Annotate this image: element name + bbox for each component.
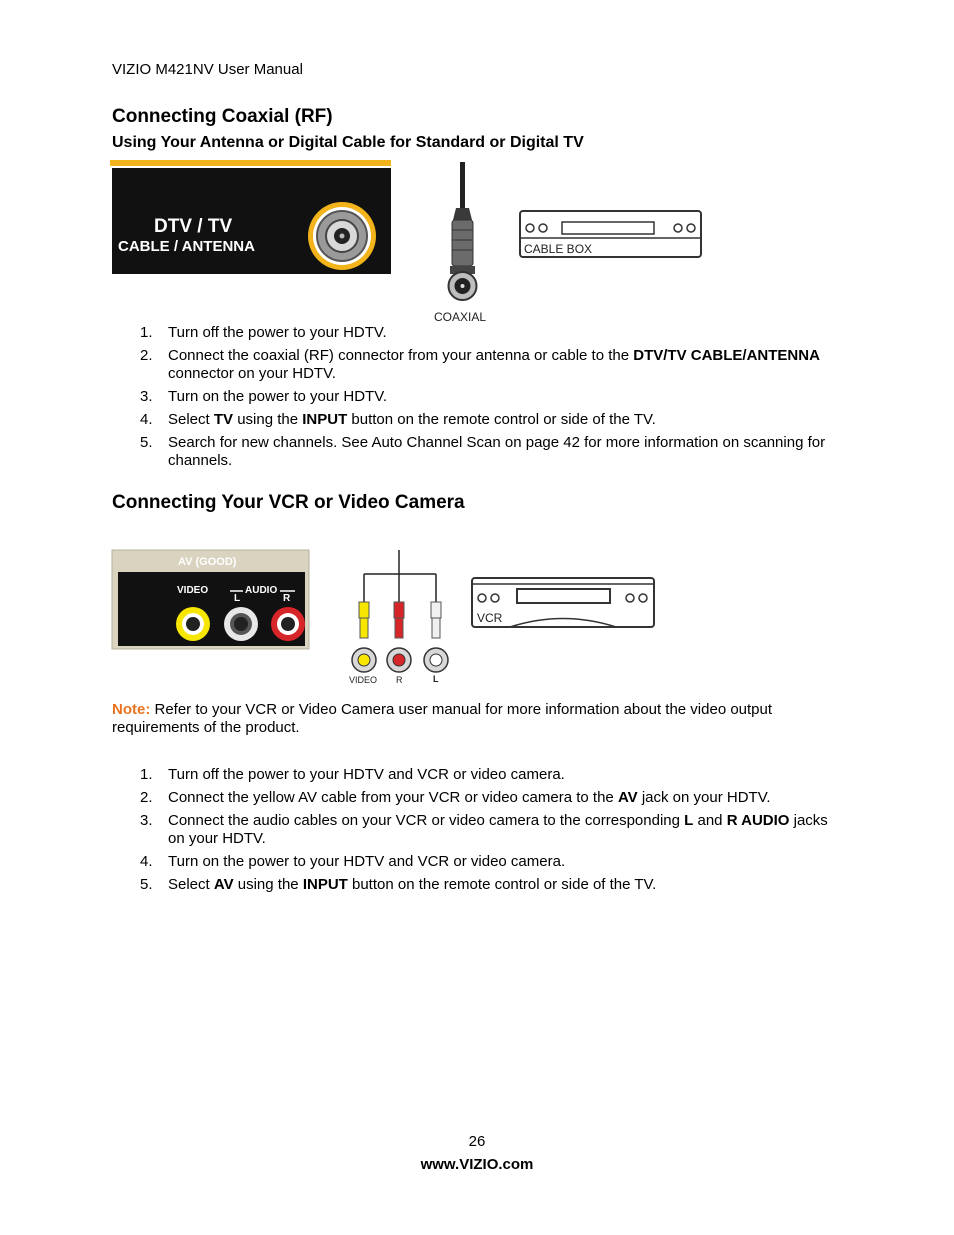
text-run: connector on your HDTV. bbox=[168, 365, 336, 382]
list-item-text bbox=[168, 324, 842, 342]
text-run: Connect the audio cables on your VCR or video camera to the corresponding bbox=[168, 812, 685, 829]
list-item bbox=[112, 411, 842, 429]
list-item-text bbox=[168, 434, 842, 470]
text-run: Connect the yellow AV cable from your VCR or video camera to the bbox=[168, 789, 618, 806]
audio-left-jack-icon bbox=[224, 607, 258, 641]
list-item-number: 1. bbox=[140, 324, 153, 341]
bold-term: DTV/TV CABLE/ANTENNA bbox=[633, 347, 820, 364]
video-jack-icon bbox=[176, 607, 210, 641]
bold-term: R AUDIO bbox=[726, 812, 790, 829]
list-item bbox=[112, 434, 842, 470]
text-run: Select bbox=[168, 876, 214, 893]
av-jack-panel bbox=[112, 550, 309, 649]
audio-left-plug-icon bbox=[424, 602, 448, 672]
panel-label-dtv-tv: DTV / TV bbox=[154, 216, 233, 237]
coaxial-connection-figure bbox=[110, 158, 710, 326]
list-item bbox=[112, 876, 842, 894]
text-run: using the bbox=[233, 411, 303, 428]
list-item-number: 2. bbox=[140, 789, 153, 806]
text-run: button on the remote control or side of the TV. bbox=[347, 876, 657, 893]
list-item-text bbox=[168, 789, 842, 807]
cable-box-label: CABLE BOX bbox=[524, 242, 593, 256]
audio-right-plug-icon bbox=[387, 602, 411, 672]
list-item-text bbox=[168, 411, 842, 429]
list-item-number: 2. bbox=[140, 347, 153, 364]
text-run: button on the remote control or side of the TV. bbox=[347, 411, 656, 428]
list-item-number: 4. bbox=[140, 411, 153, 428]
text-run: using the bbox=[233, 876, 303, 893]
vcr-label: VCR bbox=[477, 611, 503, 625]
list-item bbox=[112, 388, 842, 406]
bold-term: AV bbox=[213, 876, 234, 893]
text-run: jack on your HDTV. bbox=[637, 789, 771, 806]
bold-term: AV bbox=[617, 789, 638, 806]
plug-label-video: VIDEO bbox=[349, 675, 378, 685]
section-title-vcr: Connecting Your VCR or Video Camera bbox=[112, 492, 465, 513]
list-item bbox=[112, 766, 842, 784]
list-item-text bbox=[168, 853, 842, 871]
av-label-l: L bbox=[234, 593, 241, 604]
list-item-number: 5. bbox=[140, 876, 153, 893]
section-subtitle-coaxial: Using Your Antenna or Digital Cable for Standard or Digital TV bbox=[112, 134, 584, 151]
vcr-note bbox=[112, 701, 832, 737]
text-run: Turn off the power to your HDTV. bbox=[168, 324, 387, 341]
plug-label-r: R bbox=[396, 675, 403, 685]
panel-label-cable-antenna: CABLE / ANTENNA bbox=[118, 238, 255, 255]
running-header: VIZIO M421NV User Manual bbox=[112, 61, 303, 78]
list-item-text bbox=[168, 876, 842, 894]
text-run: Select bbox=[168, 411, 214, 428]
coaxial-jack-icon bbox=[308, 202, 376, 270]
text-run: and bbox=[693, 812, 727, 829]
list-item bbox=[112, 347, 842, 383]
list-item-text bbox=[168, 347, 842, 383]
list-item-number: 5. bbox=[140, 434, 153, 451]
av-panel-title: AV (GOOD) bbox=[178, 556, 237, 568]
list-item-text bbox=[168, 766, 842, 784]
bold-term: L bbox=[684, 812, 694, 829]
av-label-audio: AUDIO bbox=[245, 585, 278, 596]
list-item-number: 4. bbox=[140, 853, 153, 870]
list-item-text bbox=[168, 388, 842, 406]
coaxial-connector-label: COAXIAL bbox=[434, 310, 487, 324]
vcr-icon bbox=[472, 578, 654, 627]
text-run: Turn on the power to your HDTV and VCR or video camera. bbox=[168, 853, 566, 870]
coaxial-steps-list bbox=[112, 324, 842, 475]
list-item bbox=[112, 789, 842, 807]
cable-box-icon bbox=[520, 211, 701, 257]
av-label-video: VIDEO bbox=[177, 585, 209, 596]
text-run: Turn on the power to your HDTV. bbox=[168, 388, 387, 405]
av-label-r: R bbox=[283, 593, 291, 604]
coaxial-cable-icon bbox=[449, 162, 477, 300]
list-item bbox=[112, 812, 842, 848]
note-label: Note: bbox=[112, 701, 151, 718]
note-text: Refer to your VCR or Video Camera user manual for more information about the video output requirements of the product. bbox=[112, 701, 773, 736]
list-item-text bbox=[168, 812, 842, 848]
list-item-number: 3. bbox=[140, 388, 153, 405]
bold-term: INPUT bbox=[302, 411, 348, 428]
text-run: jacks on your HDTV. bbox=[168, 812, 828, 847]
rca-cables-icon bbox=[349, 550, 448, 685]
text-run: Connect the coaxial (RF) connector from your antenna or cable to the bbox=[168, 347, 634, 364]
section-title-coaxial: Connecting Coaxial (RF) bbox=[112, 106, 333, 127]
list-item-number: 1. bbox=[140, 766, 153, 783]
text-run: Turn off the power to your HDTV and VCR or video camera. bbox=[168, 766, 565, 783]
footer-url: www.VIZIO.com bbox=[420, 1156, 534, 1173]
list-item bbox=[112, 324, 842, 342]
video-plug-icon bbox=[352, 602, 376, 672]
dtv-antenna-panel bbox=[110, 160, 391, 274]
vcr-steps-list bbox=[112, 766, 842, 899]
bold-term: TV bbox=[213, 411, 234, 428]
page-number: 26 bbox=[468, 1133, 486, 1150]
bold-term: INPUT bbox=[302, 876, 348, 893]
list-item-number: 3. bbox=[140, 812, 153, 829]
plug-label-l: L bbox=[433, 674, 439, 684]
audio-right-jack-icon bbox=[271, 607, 305, 641]
list-item bbox=[112, 853, 842, 871]
vcr-connection-figure bbox=[110, 546, 660, 690]
text-run: Search for new channels. See Auto Channel Scan on page 42 for more information on scanning for channels. bbox=[168, 434, 826, 469]
